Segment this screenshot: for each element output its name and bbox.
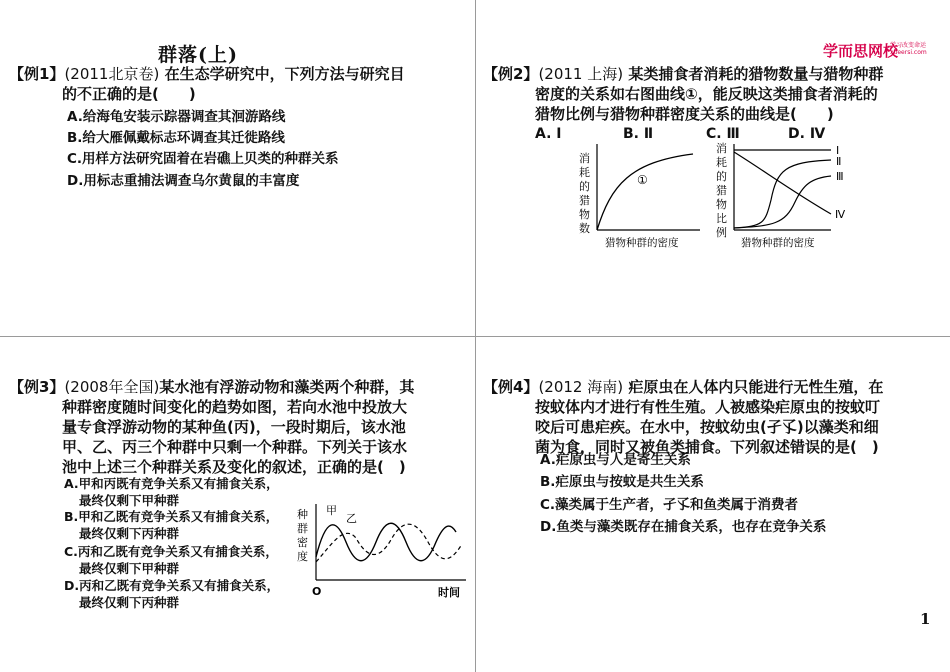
q2-tag: 【例2】 <box>483 65 539 83</box>
page-number: 1 <box>920 610 931 628</box>
q2-right-ylabel-3: 猎 <box>716 184 727 197</box>
q4-option-c: C.藻类属于生产者，孑孓和鱼类属于消费者 <box>540 497 799 513</box>
q3-tag: 【例3】 <box>9 378 65 396</box>
q2-source: (2011 上海) <box>538 65 624 83</box>
q2-right-ylabel-4: 物 <box>716 198 727 211</box>
q1-tag: 【例1】 <box>9 65 65 83</box>
q2-right-label-1: Ⅰ <box>836 144 840 157</box>
q3-line3: 量专食浮游动物的某种鱼(丙)，一段时期后，该水池 <box>62 418 406 436</box>
q2-chart-right <box>713 140 863 252</box>
q2-right-label-2: Ⅱ <box>836 155 842 168</box>
q2-left-ylabel-3: 猎 <box>579 194 590 207</box>
q2-right-label-4: Ⅳ <box>835 208 846 221</box>
brand-logo-sub: 学习改变命运 xueersi.com <box>890 42 927 56</box>
q2-choice-d: D. Ⅳ <box>788 126 826 142</box>
q3-xlabel: 时间 <box>438 586 460 599</box>
q1-option-d: D.用标志重捕法调查乌尔黄鼠的丰富度 <box>67 173 300 189</box>
q4-option-b: B.疟原虫与按蚊是共生关系 <box>540 474 704 490</box>
q3-line2: 种群密度随时间变化的趋势如图，若向水池中投放大 <box>62 398 408 416</box>
page-title: 群落(上) <box>158 44 238 66</box>
q3-ylabel-0: 种 <box>297 508 308 521</box>
q2-text1: 某类捕食者消耗的猎物数量与猎物种群 <box>628 65 884 83</box>
q2-right-curve-2 <box>734 160 831 228</box>
q2-right-ylabel-0: 消 <box>716 142 727 155</box>
q1-option-c: C.用样方法研究固着在岩礁上贝类的种群关系 <box>67 151 339 167</box>
q4-tag: 【例4】 <box>483 378 539 396</box>
q2-left-curve-1 <box>597 154 693 230</box>
q3-ylabel-3: 度 <box>297 550 308 563</box>
q4-line2: 按蚊体内才进行有性生殖。人被感染疟原虫的按蚊叮 <box>535 398 881 416</box>
q3-line1 <box>9 377 414 397</box>
q3-series-yi <box>316 524 462 562</box>
q4-option-d: D.鱼类与藻类既存在捕食关系，也存在竞争关系 <box>540 519 827 535</box>
q2-left-ylabel-2: 的 <box>579 180 590 193</box>
q2-line3: 猎物比例与猎物种群密度关系的曲线是( ) <box>535 105 834 123</box>
q1-line2: 的不正确的是( ) <box>62 85 196 103</box>
q4-line4: 菌为食，同时又被鱼类捕食。下列叙述错误的是( ) <box>535 438 879 456</box>
q2-choice-b: B. Ⅱ <box>623 126 654 142</box>
q3-option-d-line2: 最终仅剩下丙种群 <box>79 595 180 610</box>
q1-option-a: A.给海龟安装示踪器调查其洄游路线 <box>67 109 286 125</box>
q3-origin: O <box>312 585 322 598</box>
q3-option-b-line2: 最终仅剩下丙种群 <box>79 526 180 541</box>
q2-left-xlabel: 猎物种群的密度 <box>605 237 679 249</box>
q1-source: (2011北京卷) <box>64 65 160 83</box>
q3-option-a-line2: 最终仅剩下甲种群 <box>79 493 180 508</box>
q2-left-ylabel-5: 数 <box>579 222 590 235</box>
q3-option-a-line1: A.甲和丙既有竞争关系又有捕食关系， <box>64 476 279 491</box>
q2-chart-left <box>575 140 705 252</box>
q3-option-b-line1: B.甲和乙既有竞争关系又有捕食关系， <box>64 509 279 524</box>
q3-option-d-line1: D.丙和乙既有竞争关系又有捕食关系， <box>64 578 280 593</box>
q1-line1 <box>9 64 405 84</box>
q2-right-ylabel-5: 比 <box>716 212 727 225</box>
q2-left-ylabel-4: 物 <box>579 208 590 221</box>
q1-text1: 在生态学研究中，下列方法与研究目 <box>164 65 405 83</box>
q3-label-yi: 乙 <box>346 512 357 525</box>
q3-ylabel-1: 群 <box>297 522 308 535</box>
horizontal-divider <box>0 336 950 337</box>
q2-line2: 密度的关系如右图曲线①，能反映这类捕食者消耗的 <box>535 85 878 103</box>
q2-choice-c: C. Ⅲ <box>706 126 740 142</box>
q3-option-c-line1: C.丙和乙既有竞争关系又有捕食关系， <box>64 544 278 559</box>
q3-ylabel-2: 密 <box>297 536 308 549</box>
q2-right-ylabel-2: 的 <box>716 170 727 183</box>
q1-option-b: B.给大雁佩戴标志环调查其迁徙路线 <box>67 130 285 146</box>
q2-left-curve-label: ① <box>637 173 648 187</box>
q4-option-a: A.疟原虫与人是寄生关系 <box>540 452 691 468</box>
q2-left-ylabel-0: 消 <box>579 152 590 165</box>
q2-right-xlabel: 猎物种群的密度 <box>741 237 815 249</box>
q3-text1: 某水池有浮游动物和藻类两个种群，其 <box>159 378 415 396</box>
q2-left-ylabel-1: 耗 <box>579 166 590 179</box>
q2-choice-a: A. Ⅰ <box>535 126 562 142</box>
q4-source: (2012 海南) <box>538 378 624 396</box>
q2-right-ylabel-1: 耗 <box>716 156 727 169</box>
q4-text1: 疟原虫在人体内只能进行无性生殖，在 <box>628 378 884 396</box>
q4-line3: 咬后可患疟疾。在水中，按蚊幼虫(孑孓)以藻类和细 <box>535 418 879 436</box>
q2-line1 <box>483 64 883 84</box>
q3-source: (2008年全国) <box>64 378 160 396</box>
q3-line5: 池中上述三个种群关系及变化的叙述，正确的是( ) <box>62 458 406 476</box>
q4-line1 <box>483 377 883 397</box>
q3-label-jia: 甲 <box>326 504 337 517</box>
q3-line4: 甲、乙、丙三个种群中只剩一个种群。下列关于该水 <box>62 438 408 456</box>
q2-right-ylabel-6: 例 <box>716 226 727 239</box>
q3-chart <box>294 502 470 604</box>
q2-right-label-3: Ⅲ <box>836 170 844 183</box>
q3-option-c-line2: 最终仅剩下甲种群 <box>79 561 180 576</box>
q3-series-jia <box>316 523 456 561</box>
brand-logo: 学而思网校 <box>823 42 899 60</box>
